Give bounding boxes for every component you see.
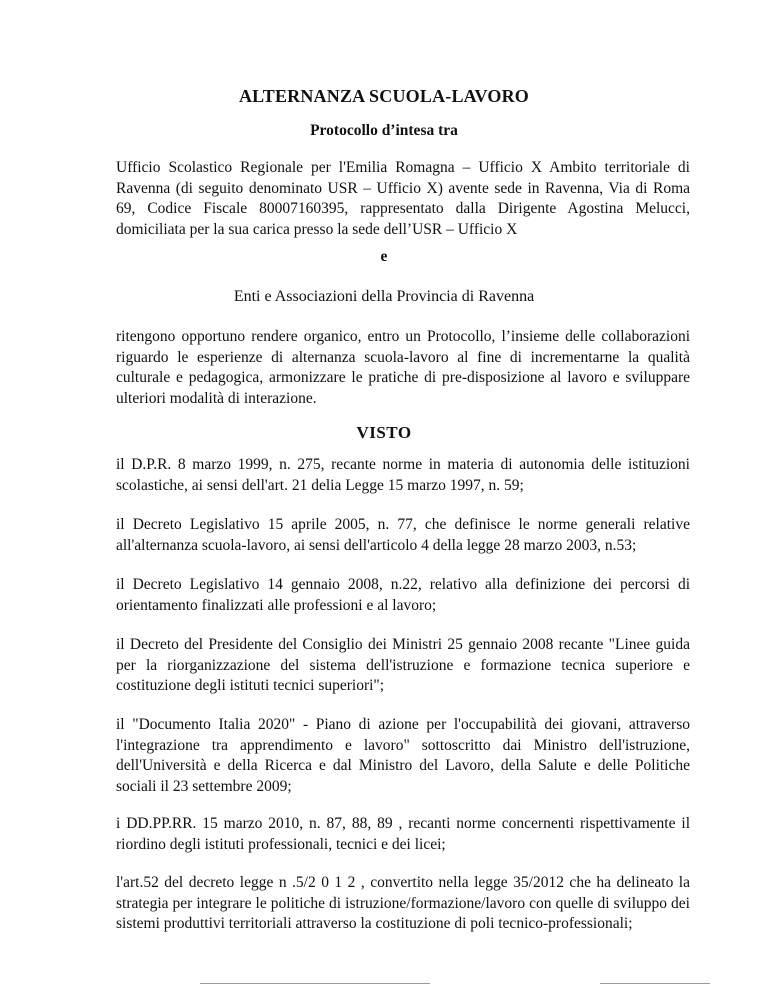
purpose-paragraph: ritengono opportuno rendere organico, entro un Protocollo, l’insieme delle collaborazioni riguardo le esperienze di alternanza scuola-lavoro al fine di incrementarne la qualità culturale e pedagogica, armonizzare le pratiche di pre-disposizione al lavoro e sviluppare ulteriori modalità di interazione.	[116, 328, 690, 407]
footer-rule-left	[200, 983, 430, 984]
visto-item-6: i DD.PP.RR. 15 marzo 2010, n. 87, 88, 89 , recanti norme concernenti rispettivamente il riordino degli istituti professionali, tecnici e dei licei;	[116, 815, 690, 853]
visto-item-3: il Decreto Legislativo 14 gennaio 2008, n.22, relativo alla definizione dei percorsi di orientamento finalizzati alle professioni e al lavoro;	[116, 576, 690, 614]
visto-item-1: il D.P.R. 8 marzo 1999, n. 275, recante norme in materia di autonomia delle istituzioni scolastiche, ai sensi dell'art. 21 delia Legge 15 marzo 1997, n. 59;	[116, 456, 690, 494]
visto-heading: VISTO	[356, 423, 412, 442]
parties-line: Enti e Associazioni della Provincia di Ravenna	[233, 288, 535, 305]
separator-e: e	[380, 248, 388, 265]
visto-item-2: il Decreto Legislativo 15 aprile 2005, n. 77, che definisce le norme generali relative all'alternanza scuola-lavoro, ai sensi dell'articolo 4 della legge 28 marzo 2003, n.53;	[116, 516, 690, 554]
document-subtitle: Protocollo d’intesa tra	[310, 122, 458, 139]
intro-paragraph: Ufficio Scolastico Regionale per l'Emilia Romagna – Ufficio X Ambito territoriale di Ravenna (di seguito denominato USR – Ufficio X) avente sede in Ravenna, Via di Roma 69, Codice Fiscale 80007160395, rappresentato dalla Dirigente Agostina Melucci, domiciliata per la sua carica presso la sede dell’USR – Ufficio X	[116, 159, 690, 238]
visto-item-7: l'art.52 del decreto legge n .5/2 0 1 2 , convertito nella legge 35/2012 che ha delineato la strategia per integrare le politiche di istruzione/formazione/lavoro con quelle di sviluppo dei sistemi produttivi territoriali attraverso la costituzione di poli tecnico-professionali;	[116, 874, 690, 932]
footer-rule-right	[600, 983, 710, 984]
visto-item-4: il Decreto del Presidente del Consiglio dei Ministri 25 gennaio 2008 recante "Linee guida per la riorganizzazione del sistema dell'istruzione e formazione tecnica superiore e costituzione degli istituti tecnici superiori";	[116, 636, 690, 694]
visto-item-5: il "Documento Italia 2020" - Piano di azione per l'occupabilità dei giovani, attraverso l'integrazione tra apprendimento e lavoro" sottoscritto dai Ministro dell'istruzione, dell'Università e della Ricerca e dal Ministro del Lavoro, della Salute e delle Politiche sociali il 23 settembre 2009;	[116, 716, 690, 795]
document-title: ALTERNANZA SCUOLA-LAVORO	[238, 86, 529, 106]
